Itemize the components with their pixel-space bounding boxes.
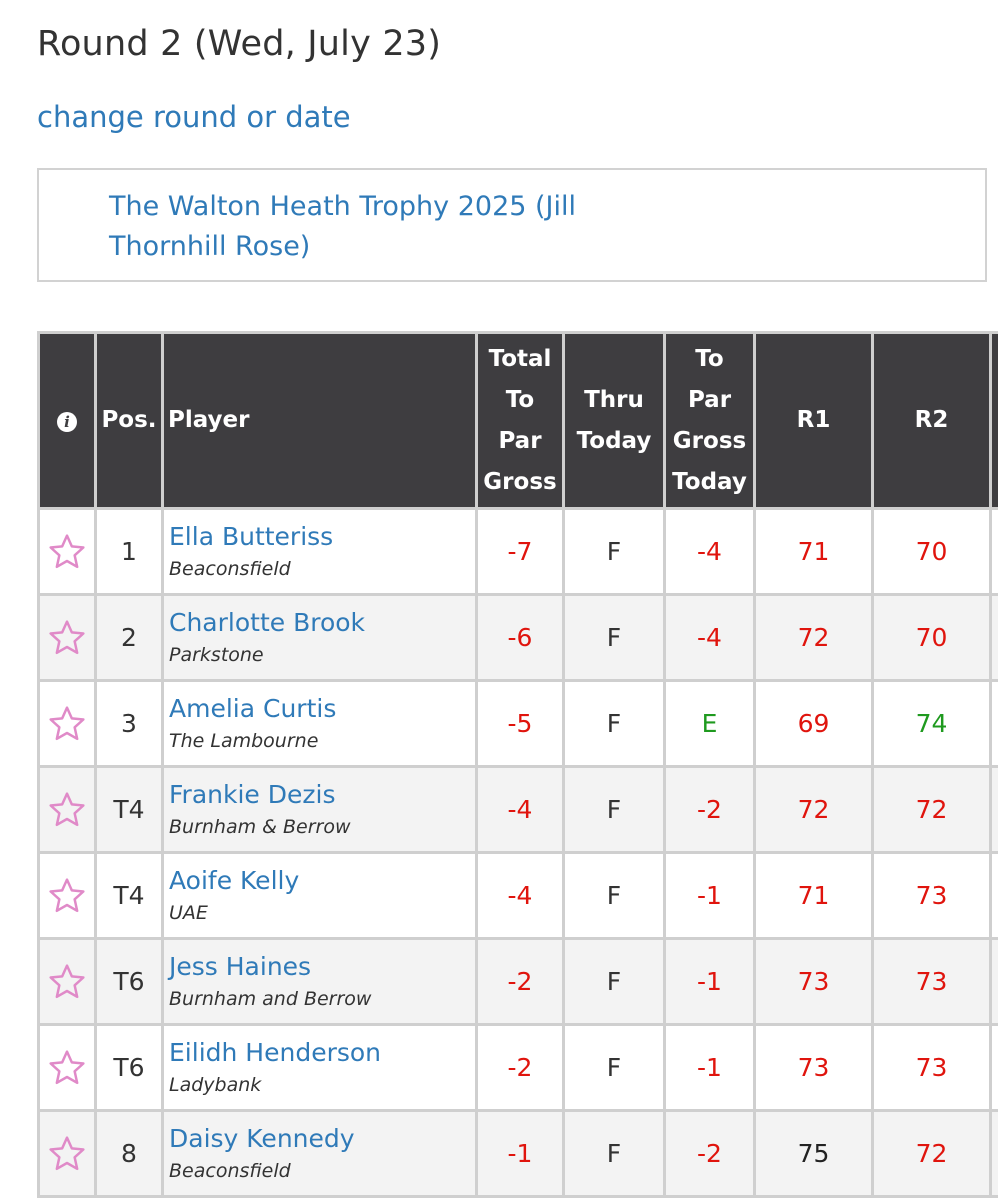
r1-cell: 73	[755, 939, 873, 1025]
favorite-toggle[interactable]	[39, 595, 96, 681]
position-cell: T4	[96, 853, 163, 939]
r1-cell: 71	[755, 509, 873, 595]
header-line: Today	[672, 468, 747, 495]
next-column-cell	[991, 509, 998, 595]
player-name-link[interactable]: Amelia Curtis	[169, 693, 337, 723]
table-header-row	[39, 333, 998, 509]
star-outline-icon[interactable]	[47, 618, 87, 658]
leaderboard-table	[37, 331, 998, 1198]
star-outline-icon[interactable]	[47, 704, 87, 744]
total-to-par-cell: -4	[477, 767, 564, 853]
r2-cell: 73	[873, 939, 991, 1025]
r2-cell: 74	[873, 681, 991, 767]
player-cell	[163, 595, 477, 681]
star-outline-icon[interactable]	[47, 790, 87, 830]
position-cell: T6	[96, 1025, 163, 1111]
table-row	[39, 853, 998, 939]
r2-cell: 70	[873, 595, 991, 681]
header-line: To	[505, 386, 535, 413]
table-row	[39, 939, 998, 1025]
player-name-link[interactable]: Daisy Kennedy	[169, 1123, 355, 1153]
r2-cell: 73	[873, 853, 991, 939]
thru-today-header[interactable]	[564, 333, 665, 509]
thru-cell: F	[564, 767, 665, 853]
star-outline-icon[interactable]	[47, 962, 87, 1002]
position-cell: 3	[96, 681, 163, 767]
player-cell	[163, 681, 477, 767]
player-cell	[163, 853, 477, 939]
table-row	[39, 1111, 998, 1197]
favorite-toggle[interactable]	[39, 1111, 96, 1197]
next-column-cell	[991, 1111, 998, 1197]
total-to-par-cell: -5	[477, 681, 564, 767]
r2-header[interactable]: R2	[873, 333, 991, 509]
player-club: Burnham and Berrow	[169, 987, 372, 1010]
next-column-cell	[991, 595, 998, 681]
player-cell	[163, 767, 477, 853]
info-icon[interactable]: i	[57, 412, 77, 432]
thru-cell: F	[564, 1025, 665, 1111]
header-line: Par	[498, 427, 542, 454]
next-column-cell	[991, 939, 998, 1025]
player-club: Parkstone	[169, 643, 264, 666]
pos-header[interactable]: Pos.	[96, 333, 163, 509]
player-cell	[163, 1025, 477, 1111]
next-column-header	[991, 333, 998, 509]
r2-cell: 72	[873, 1111, 991, 1197]
player-club: UAE	[169, 901, 208, 924]
total-to-par-cell: -2	[477, 1025, 564, 1111]
header-line: Gross	[483, 468, 557, 495]
favorite-toggle[interactable]	[39, 1025, 96, 1111]
r1-cell: 72	[755, 595, 873, 681]
position-cell: 1	[96, 509, 163, 595]
star-outline-icon[interactable]	[47, 532, 87, 572]
favorite-toggle[interactable]	[39, 509, 96, 595]
leaderboard-body	[39, 509, 998, 1197]
player-cell	[163, 509, 477, 595]
table-row	[39, 767, 998, 853]
r1-cell: 69	[755, 681, 873, 767]
position-cell: 2	[96, 595, 163, 681]
player-name-link[interactable]: Aoife Kelly	[169, 865, 300, 895]
star-outline-icon[interactable]	[47, 876, 87, 916]
to-par-today-cell: -4	[665, 595, 755, 681]
favorite-toggle[interactable]	[39, 681, 96, 767]
header-line: Thru	[584, 386, 644, 413]
table-row	[39, 681, 998, 767]
favorite-toggle[interactable]	[39, 939, 96, 1025]
to-par-today-cell: -2	[665, 1111, 755, 1197]
total-to-par-cell: -6	[477, 595, 564, 681]
table-row	[39, 509, 998, 595]
change-round-link[interactable]: change round or date	[37, 100, 351, 134]
player-header[interactable]: Player	[163, 333, 477, 509]
to-par-today-cell: -2	[665, 767, 755, 853]
header-line: Par	[687, 386, 732, 413]
position-cell: T6	[96, 939, 163, 1025]
thru-cell: F	[564, 1111, 665, 1197]
player-club: The Lambourne	[169, 729, 319, 752]
total-to-par-cell: -7	[477, 509, 564, 595]
favorite-toggle[interactable]	[39, 853, 96, 939]
star-outline-icon[interactable]	[47, 1134, 87, 1174]
header-line: Gross	[672, 427, 747, 454]
thru-cell: F	[564, 509, 665, 595]
thru-cell: F	[564, 681, 665, 767]
event-name-link[interactable]: The Walton Heath Trophy 2025 (Jill Thornhill Rose)	[109, 191, 577, 262]
r1-cell: 73	[755, 1025, 873, 1111]
total-to-par-cell: -4	[477, 853, 564, 939]
header-line: Total	[488, 345, 552, 372]
next-column-cell	[991, 1025, 998, 1111]
player-name-link[interactable]: Charlotte Brook	[169, 607, 366, 637]
to-par-today-cell: -1	[665, 853, 755, 939]
favorite-toggle[interactable]	[39, 767, 96, 853]
total-to-par-header[interactable]	[477, 333, 564, 509]
player-club: Burnham & Berrow	[169, 815, 351, 838]
r1-cell: 75	[755, 1111, 873, 1197]
player-name-link[interactable]: Jess Haines	[169, 951, 312, 981]
to-par-today-cell: -1	[665, 1025, 755, 1111]
header-line: Today	[576, 427, 652, 454]
thru-cell: F	[564, 939, 665, 1025]
r2-cell: 73	[873, 1025, 991, 1111]
table-row	[39, 595, 998, 681]
r2-cell: 72	[873, 767, 991, 853]
round-title: Round 2 (Wed, July 23)	[37, 24, 442, 64]
player-name-link[interactable]: Frankie Dezis	[169, 779, 336, 809]
to-par-today-cell: E	[665, 681, 755, 767]
r1-cell: 72	[755, 767, 873, 853]
total-to-par-cell: -1	[477, 1111, 564, 1197]
position-cell: 8	[96, 1111, 163, 1197]
thru-cell: F	[564, 853, 665, 939]
r1-header[interactable]: R1	[755, 333, 873, 509]
to-par-today-header[interactable]	[665, 333, 755, 509]
position-cell: T4	[96, 767, 163, 853]
r2-cell: 70	[873, 509, 991, 595]
player-club: Ladybank	[169, 1073, 262, 1096]
next-column-cell	[991, 767, 998, 853]
player-club: Beaconsfield	[169, 1159, 291, 1182]
player-name-link[interactable]: Ella Butteriss	[169, 521, 334, 551]
header-line: To	[695, 345, 724, 372]
player-cell	[163, 1111, 477, 1197]
total-to-par-cell: -2	[477, 939, 564, 1025]
next-column-cell	[991, 853, 998, 939]
player-club: Beaconsfield	[169, 557, 291, 580]
player-name-link[interactable]: Eilidh Henderson	[169, 1037, 382, 1067]
table-row	[39, 1025, 998, 1111]
to-par-today-cell: -4	[665, 509, 755, 595]
player-cell	[163, 939, 477, 1025]
event-selector	[37, 168, 987, 282]
r1-cell: 71	[755, 853, 873, 939]
to-par-today-cell: -1	[665, 939, 755, 1025]
info-header[interactable]	[39, 333, 96, 509]
thru-cell: F	[564, 595, 665, 681]
star-outline-icon[interactable]	[47, 1048, 87, 1088]
next-column-cell	[991, 681, 998, 767]
